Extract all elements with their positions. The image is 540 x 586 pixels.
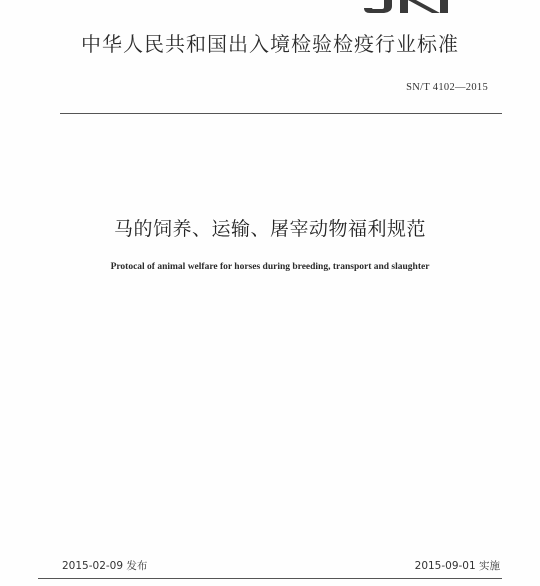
document-title-chinese: 马的饲养、运输、屠宰动物福利规范 xyxy=(113,218,426,240)
issue-date: 2015-02-09 发布 xyxy=(62,560,148,572)
sn-logo-icon xyxy=(360,0,476,16)
standard-category-title: 中华人民共和国出入境检验检疫行业标准 xyxy=(81,32,459,56)
standard-code: SN/T 4102—2015 xyxy=(406,82,488,93)
document-title-english: Protocal of animal welfare for horses during breeding, transport and slaughter xyxy=(110,262,430,272)
header-divider xyxy=(60,113,502,114)
implementation-date: 2015-09-01 实施 xyxy=(414,560,500,572)
footer-divider xyxy=(38,578,502,579)
sn-logo-fragment xyxy=(360,0,476,16)
